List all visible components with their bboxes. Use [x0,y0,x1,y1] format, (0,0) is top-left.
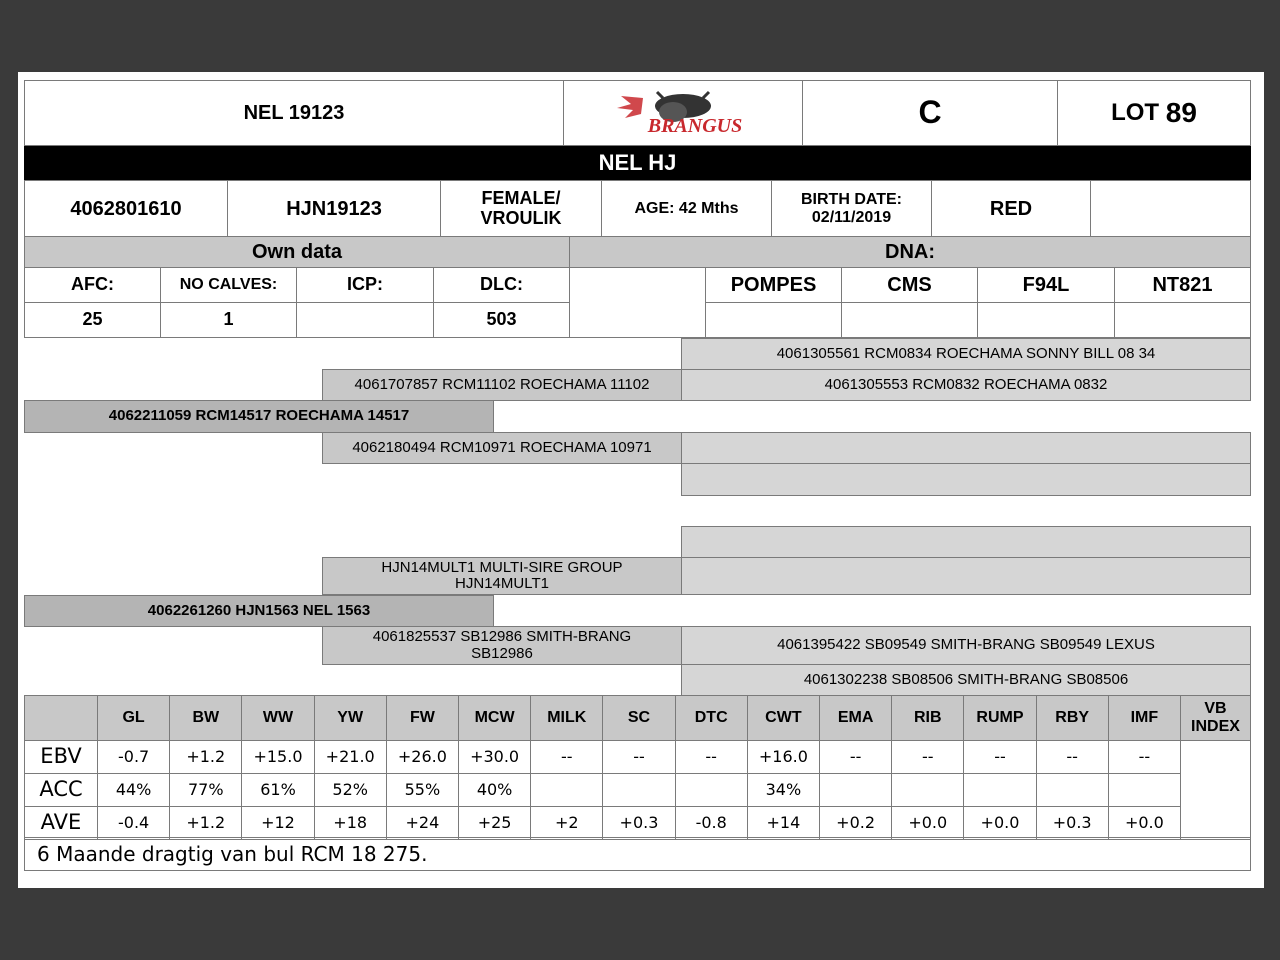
ebv-header-fw: FW [386,695,459,741]
ebv-cell: +0.0 [963,806,1036,840]
brangus-logo [563,80,803,146]
ebv-cell: -- [1108,740,1181,774]
ebv-header-bw: BW [169,695,242,741]
afc-value: 25 [24,302,161,338]
birth-label: BIRTH DATE: [800,190,903,208]
dna-f94l-value [977,302,1115,338]
sex [440,180,602,237]
ebv-cell: +0.3 [1036,806,1109,840]
ebv-header-cwt: CWT [747,695,820,741]
dam-dam-sire: 4061395422 SB09549 SMITH-BRANG SB09549 LEXUS [681,626,1251,665]
ebv-header-dtc: DTC [675,695,748,741]
dna-title: DNA: [569,236,1251,268]
ebv-cell [675,773,748,807]
ebv-cell: +1.2 [169,740,242,774]
dam-sire-sire [681,526,1251,558]
ebv-cell: +18 [314,806,387,840]
ebv-cell [819,773,892,807]
ebv-cell: -0.8 [675,806,748,840]
ebv-cell [530,773,603,807]
ebv-corner [24,695,98,741]
icp-label: ICP: [296,267,434,303]
logo-wordmark: BRANGUS [647,115,743,137]
ebv-cell: -- [1036,740,1109,774]
dam-sire-line2: HJN14MULT1 [455,575,549,592]
no-calves-value: 1 [160,302,297,338]
ebv-header-yw: YW [314,695,387,741]
ebv-cell: 34% [747,773,820,807]
ebv-cell: -- [891,740,964,774]
colour: RED [931,180,1091,237]
birth-value: 02/11/2019 [811,208,892,226]
icp-value [296,302,434,338]
sire-sire-sire: 4061305561 RCM0834 ROECHAMA SONNY BILL 08 34 [681,338,1251,370]
info-extra [1090,180,1251,237]
ebv-cell: +0.2 [819,806,892,840]
ebv-header-rby: RBY [1036,695,1109,741]
ebv-cell: -- [963,740,1036,774]
ebv-cell: -0.7 [97,740,170,774]
ebv-cell: -- [819,740,892,774]
dlc-label: DLC: [433,267,570,303]
ebv-row-label-acc: ACC [24,773,98,807]
sire-sire: 4061707857 RCM11102 ROECHAMA 11102 [322,369,682,401]
ebv-cell: +1.2 [169,806,242,840]
animal-id: NEL 19123 [24,80,564,146]
lot-number: 89 [1165,96,1197,128]
index-line1: VB [1204,700,1227,718]
brangus-logo-icon [603,88,763,138]
lot-label [1057,80,1251,146]
dna-nt821-label: NT821 [1114,267,1251,303]
ebv-row-label-ebv: EBV [24,740,98,774]
dna-cms-value [841,302,978,338]
index-line2: INDEX [1191,718,1240,735]
ebv-cell: +25 [458,806,531,840]
dna-pompes-label: POMPES [705,267,842,303]
ebv-cell: 44% [97,773,170,807]
afc-label: AFC: [24,267,161,303]
dam-dam [322,626,682,665]
age: AGE: 42 Mths [601,180,772,237]
ebv-cell: +15.0 [241,740,314,774]
lot-text: LOT [1111,98,1160,126]
ebv-header-mcw: MCW [458,695,531,741]
ebv-cell: 61% [241,773,314,807]
sire-dam: 4062180494 RCM10971 ROECHAMA 10971 [322,432,682,464]
ebv-cell [1036,773,1109,807]
ebv-cell: -- [675,740,748,774]
ebv-header-gl: GL [97,695,170,741]
ebv-cell: +30.0 [458,740,531,774]
ebv-cell: -- [530,740,603,774]
vb-index-value [1180,740,1251,840]
dlc-value: 503 [433,302,570,338]
sire-dam-dam [681,463,1251,496]
ebv-cell: +0.3 [602,806,675,840]
sex-line1: FEMALE/ [481,187,561,208]
birth-date [771,180,932,237]
ebv-header-rib: RIB [891,695,964,741]
animal-name: NEL HJ [24,146,1251,180]
dam: 4062261260 HJN1563 NEL 1563 [24,595,494,627]
note: 6 Maande dragtig van bul RCM 18 275. [24,837,1251,871]
dam-dam-line2: SB12986 [471,644,533,662]
ebv-cell: +2 [530,806,603,840]
ebv-header-ema: EMA [819,695,892,741]
dna-blank [569,267,706,338]
dna-pompes-value [705,302,842,338]
ebv-cell: +24 [386,806,459,840]
ebv-cell: 40% [458,773,531,807]
sale-card [18,72,1264,888]
reg-number: 4062801610 [24,180,228,237]
ebv-header-milk: MILK [530,695,603,741]
ebv-cell: 52% [314,773,387,807]
dam-dam-dam: 4061302238 SB08506 SMITH-BRANG SB08506 [681,664,1251,696]
ebv-header-rump: RUMP [963,695,1036,741]
dam-sire [322,557,682,595]
sire-dam-sire [681,432,1251,464]
sire: 4062211059 RCM14517 ROECHAMA 14517 [24,400,494,433]
dna-cms-label: CMS [841,267,978,303]
ebv-cell: +14 [747,806,820,840]
no-calves-label: NO CALVES: [160,267,297,303]
dam-sire-line1: HJN14MULT1 MULTI-SIRE GROUP [381,558,623,576]
dam-sire-dam [681,557,1251,595]
ebv-cell: +0.0 [891,806,964,840]
ebv-cell: +12 [241,806,314,840]
ebv-row-label-ave: AVE [24,806,98,840]
ebv-cell: +0.0 [1108,806,1181,840]
dam-dam-line1: 4061825537 SB12986 SMITH-BRANG [372,628,632,645]
ebv-cell [602,773,675,807]
dna-f94l-label: F94L [977,267,1115,303]
ebv-cell: +26.0 [386,740,459,774]
ebv-cell [963,773,1036,807]
ebv-header-ww: WW [241,695,314,741]
ebv-cell [891,773,964,807]
ebv-cell: -0.4 [97,806,170,840]
ebv-header-imf: IMF [1108,695,1181,741]
herd-id: HJN19123 [227,180,441,237]
own-data-title: Own data [24,236,570,268]
dna-nt821-value [1114,302,1251,338]
ebv-cell: +16.0 [747,740,820,774]
sex-line2: VROULIK [480,207,562,228]
sire-sire-dam: 4061305553 RCM0832 ROECHAMA 0832 [681,369,1251,401]
ebv-cell [1108,773,1181,807]
ebv-cell: +21.0 [314,740,387,774]
ebv-cell: 55% [386,773,459,807]
grade-letter: C [802,80,1058,146]
ebv-header-sc: SC [602,695,675,741]
ebv-cell: 77% [169,773,242,807]
ebv-header-vb-index [1180,695,1251,741]
ebv-cell: -- [602,740,675,774]
